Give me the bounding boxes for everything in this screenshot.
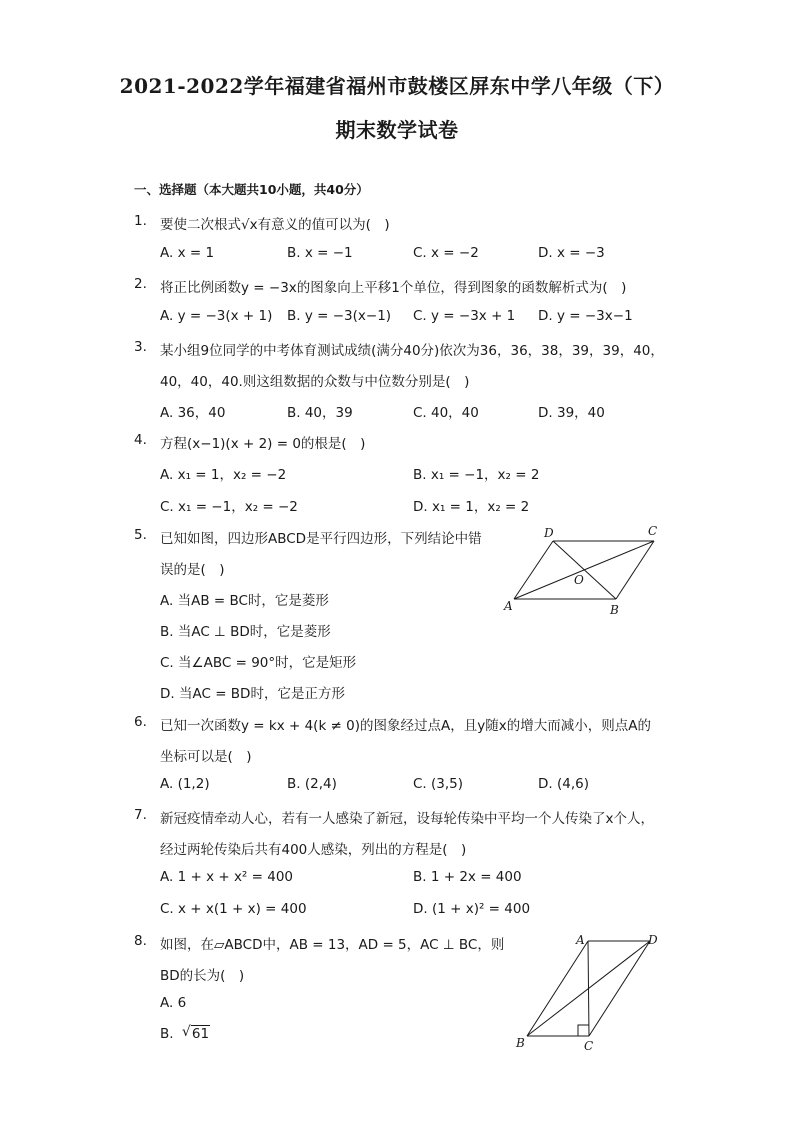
option-a: A. 当AB = BC时，它是菱形	[160, 593, 329, 609]
option-b: B. (2,4)	[287, 776, 337, 792]
option-c: C. y = −3x + 1	[413, 308, 516, 324]
option-d: D. y = −3x−1	[538, 308, 633, 324]
question-stem-line2: 误的是( )	[160, 562, 225, 578]
vertex-label-a: A	[504, 599, 513, 613]
option-b: B. 1 + 2x = 400	[413, 869, 522, 885]
question-stem	[160, 213, 390, 233]
question-stem-line2: 经过两轮传染后共有400人感染，列出的方程是( )	[160, 842, 467, 858]
question-stem-line1: 已知一次函数y = kx + 4(k ≠ 0)的图象经过点A，且y随x的增大而减小，则点A的	[160, 718, 651, 734]
option-a: A. (1,2)	[160, 776, 210, 792]
option-a: A. x = 1	[160, 245, 215, 261]
question-stem-line2: BD的长为( )	[160, 968, 245, 984]
question-number: 3.	[134, 339, 147, 355]
exam-title-line2: 期末数学试卷	[335, 118, 459, 142]
option-a: A. 6	[160, 995, 187, 1011]
sqrt-x: √x	[241, 217, 258, 233]
vertex-label-b: B	[516, 1036, 525, 1050]
right-angle-mark	[578, 1025, 589, 1036]
question-stem-line1: 已知如图，四边形ABCD是平行四边形，下列结论中错	[160, 531, 482, 547]
option-b: B. x₁ = −1，x₂ = 2	[413, 467, 540, 483]
vertex-label-c: C	[648, 524, 658, 538]
sqrt-symbol	[182, 1026, 210, 1042]
question-number: 7.	[134, 807, 147, 823]
option-a: A. 1 + x + x² = 400	[160, 869, 294, 885]
stem-text: 要使二次根式	[160, 217, 241, 233]
option-c: C. (3,5)	[413, 776, 464, 792]
question-stem-line1: 新冠疫情牵动人心，若有一人感染了新冠，设每轮传染中平均一个人传染了x个人，	[160, 811, 654, 827]
edge-ba	[527, 941, 588, 1036]
parallelogram-figure-q8	[510, 930, 670, 1054]
option-d: D. (4,6)	[538, 776, 589, 792]
option-d: D. (1 + x)² = 400	[413, 901, 531, 917]
edge-da	[514, 541, 553, 599]
center-label-o: O	[574, 573, 584, 587]
question-number: 2.	[134, 276, 147, 292]
option-d: D. 39，40	[538, 405, 605, 421]
edge-dc	[589, 941, 650, 1036]
option-b: B. 当AC ⊥ BD时，它是菱形	[160, 624, 331, 640]
vertex-label-d: D	[648, 933, 658, 947]
option-a: A. y = −3(x + 1)	[160, 308, 273, 324]
option-b: B. 40，39	[287, 405, 353, 421]
option-b: B. y = −3(x−1)	[287, 308, 392, 324]
question-stem-line2: 坐标可以是( )	[160, 749, 252, 765]
option-d: D. x₁ = 1，x₂ = 2	[413, 499, 530, 515]
question-stem: 方程(x−1)(x + 2) = 0的根是( )	[160, 436, 366, 452]
question-stem-line2: 40，40，40.则这组数据的众数与中位数分别是( )	[160, 374, 470, 390]
option-c: C. 40，40	[413, 405, 479, 421]
option-a: A. 36，40	[160, 405, 226, 421]
vertex-label-b: B	[610, 603, 619, 617]
question-stem-line1: 如图，在▱ABCD中，AB = 13，AD = 5，AC ⊥ BC，则	[160, 937, 505, 953]
option-a: A. x₁ = 1，x₂ = −2	[160, 467, 287, 483]
option-c: C. x + x(1 + x) = 400	[160, 901, 307, 917]
option-b: B. x = −1	[287, 245, 353, 261]
vertex-label-c: C	[584, 1039, 594, 1053]
diagonal-bd	[553, 541, 616, 599]
exam-title-line1: 2021-2022学年福建省福州市鼓楼区屏东中学八年级（下）	[119, 74, 675, 98]
question-stem-line1: 某小组9位同学的中考体育测试成绩(满分40分)依次为36，36，38，39，39，40，	[160, 343, 664, 359]
question-number: 1.	[134, 213, 147, 229]
option-b-label: B.	[160, 1026, 174, 1042]
question-stem: 将正比例函数y = −3x的图象向上平移1个单位，得到图象的函数解析式为( )	[160, 280, 627, 296]
question-number: 8.	[134, 933, 147, 949]
option-b	[160, 1026, 210, 1042]
edge-bc	[616, 541, 654, 599]
option-d: D. 当AC = BD时，它是正方形	[160, 686, 345, 702]
stem-text: 有意义的值可以为( )	[257, 217, 390, 233]
radicand: 61	[191, 1026, 210, 1042]
vertex-label-d: D	[544, 526, 554, 540]
option-c: C. x = −2	[413, 245, 479, 261]
question-number: 6.	[134, 714, 147, 730]
option-c: C. x₁ = −1，x₂ = −2	[160, 499, 298, 515]
option-d: D. x = −3	[538, 245, 605, 261]
option-c: C. 当∠ABC = 90°时，它是矩形	[160, 655, 357, 671]
question-number: 5.	[134, 527, 147, 543]
parallelogram-figure-q5	[496, 518, 672, 622]
section-heading: 一、选择题（本大题共10小题，共40分）	[134, 182, 369, 197]
vertex-label-a: A	[576, 933, 585, 947]
question-number: 4.	[134, 432, 147, 448]
